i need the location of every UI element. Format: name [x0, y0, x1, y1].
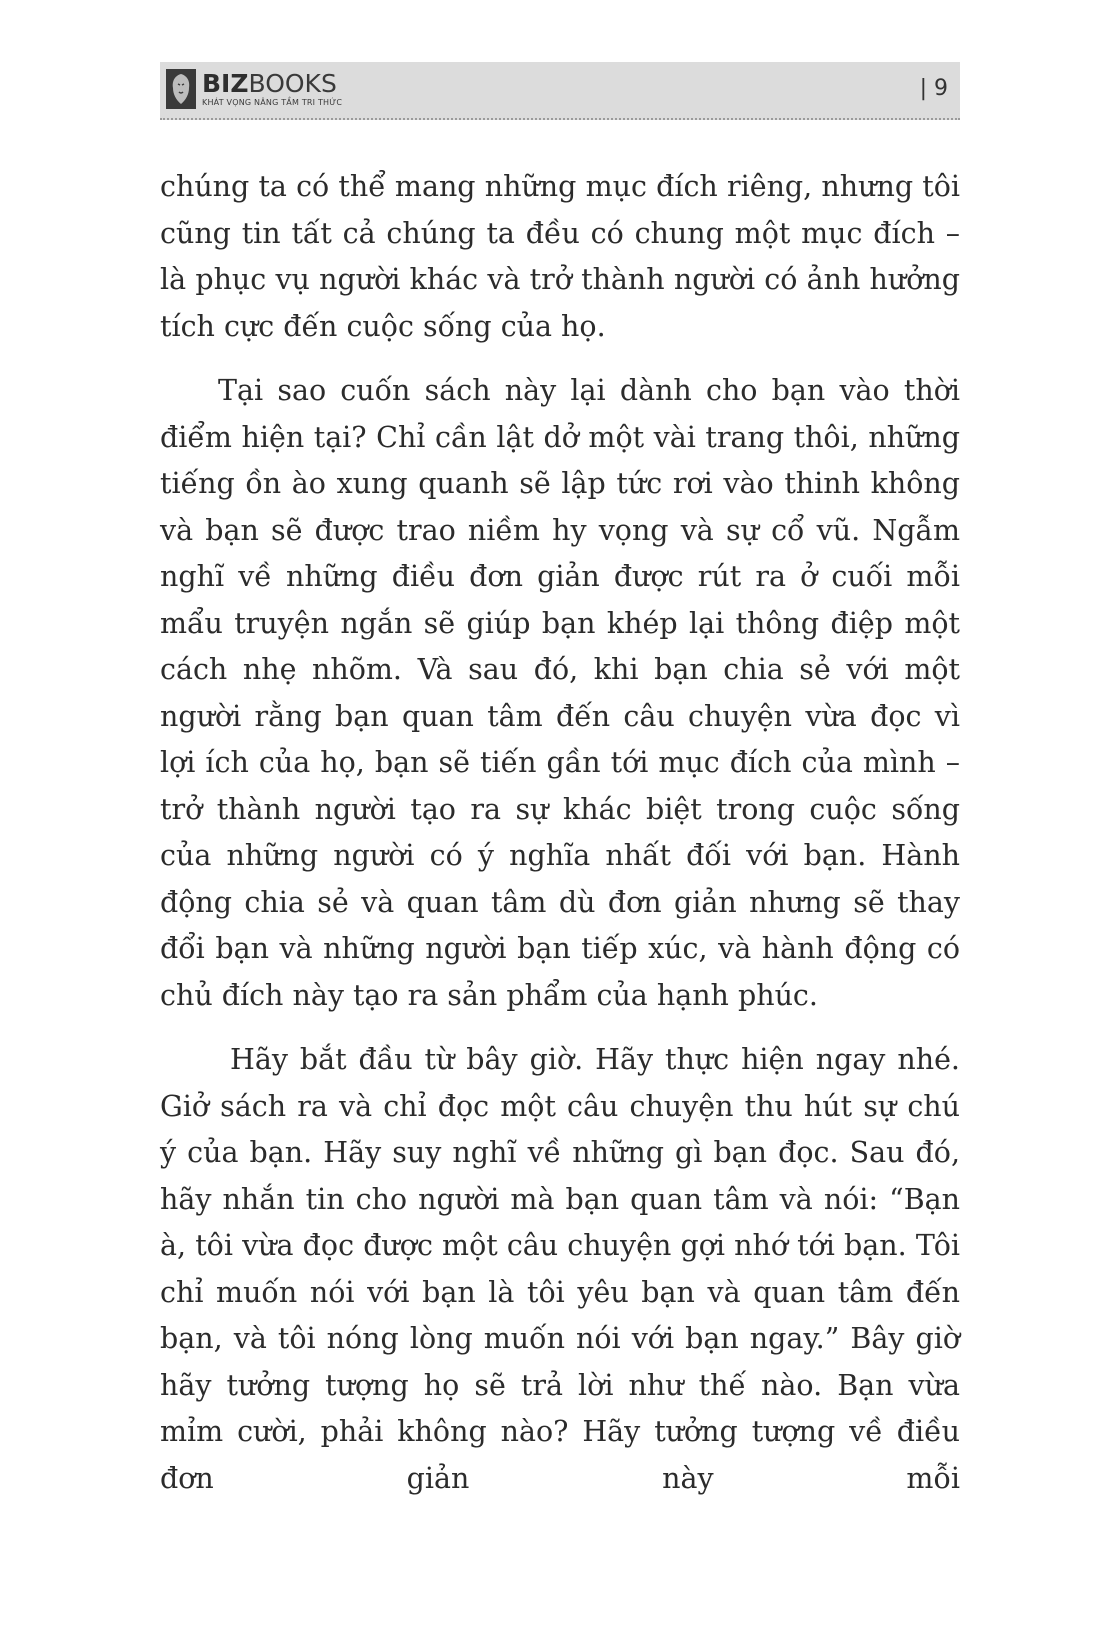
logo-name: BIZBOOKS: [202, 69, 337, 98]
publisher-logo: [166, 69, 342, 109]
page-number: | 9: [919, 76, 948, 101]
paragraph-1: chúng ta có thể mang những mục đích riêng, nhưng tôi cũng tin tất cả chúng ta đều có chung một mục đích – là phục vụ người khác và trở thành người có ảnh hưởng tích cực đến cuộc sống của họ.: [160, 170, 960, 343]
body-text: [160, 164, 960, 1520]
paragraph-2: Tại sao cuốn sách này lại dành cho bạn vào thời điểm hiện tại? Chỉ cần lật dở một vài trang thôi, những tiếng ồn ào xung quanh sẽ lập tức rơi vào thinh không và bạn sẽ được trao niềm hy vọng và sự cổ vũ. Ngẫm nghĩ về những điều đơn giản được rút ra ở cuối mỗi mẩu truyện ngắn sẽ giúp bạn khép lại thông điệp một cách nhẹ nhõm. Và sau đó, khi bạn chia sẻ với một người rằng bạn quan tâm đến câu chuyện vừa đọc vì lợi ích của họ, bạn sẽ tiến gần tới mục đích của mình – trở thành người tạo ra sự khác biệt trong cuộc sống của những người có ý nghĩa nhất đối với bạn. Hành động chia sẻ và quan tâm dù đơn giản nhưng sẽ thay đổi bạn và những người bạn tiếp xúc, và hành động có chủ đích này tạo ra sản phẩm của hạnh phúc.: [160, 374, 960, 1012]
page-header: [160, 62, 960, 120]
lion-logo-icon: [166, 69, 196, 109]
logo-tagline: KHÁT VỌNG NÂNG TẦM TRI THỨC: [202, 98, 343, 107]
paragraph-3: Hãy bắt đầu từ bây giờ. Hãy thực hiện ngay nhé. Giở sách ra và chỉ đọc một câu chuyện thu hút sự chú ý của bạn. Hãy suy nghĩ về những gì bạn đọc. Sau đó, hãy nhắn tin cho người mà bạn quan tâm và nói: “Bạn à, tôi vừa đọc được một câu chuyện gợi nhớ tới bạn. Tôi chỉ muốn nói với bạn là tôi yêu bạn và quan tâm đến bạn, và tôi nóng lòng muốn nói với bạn ngay.” Bây giờ hãy tưởng tượng họ sẽ trả lời như thế nào. Bạn vừa mỉm cười, phải không nào? Hãy tưởng tượng về điều đơn giản này mỗi: [160, 1043, 960, 1495]
